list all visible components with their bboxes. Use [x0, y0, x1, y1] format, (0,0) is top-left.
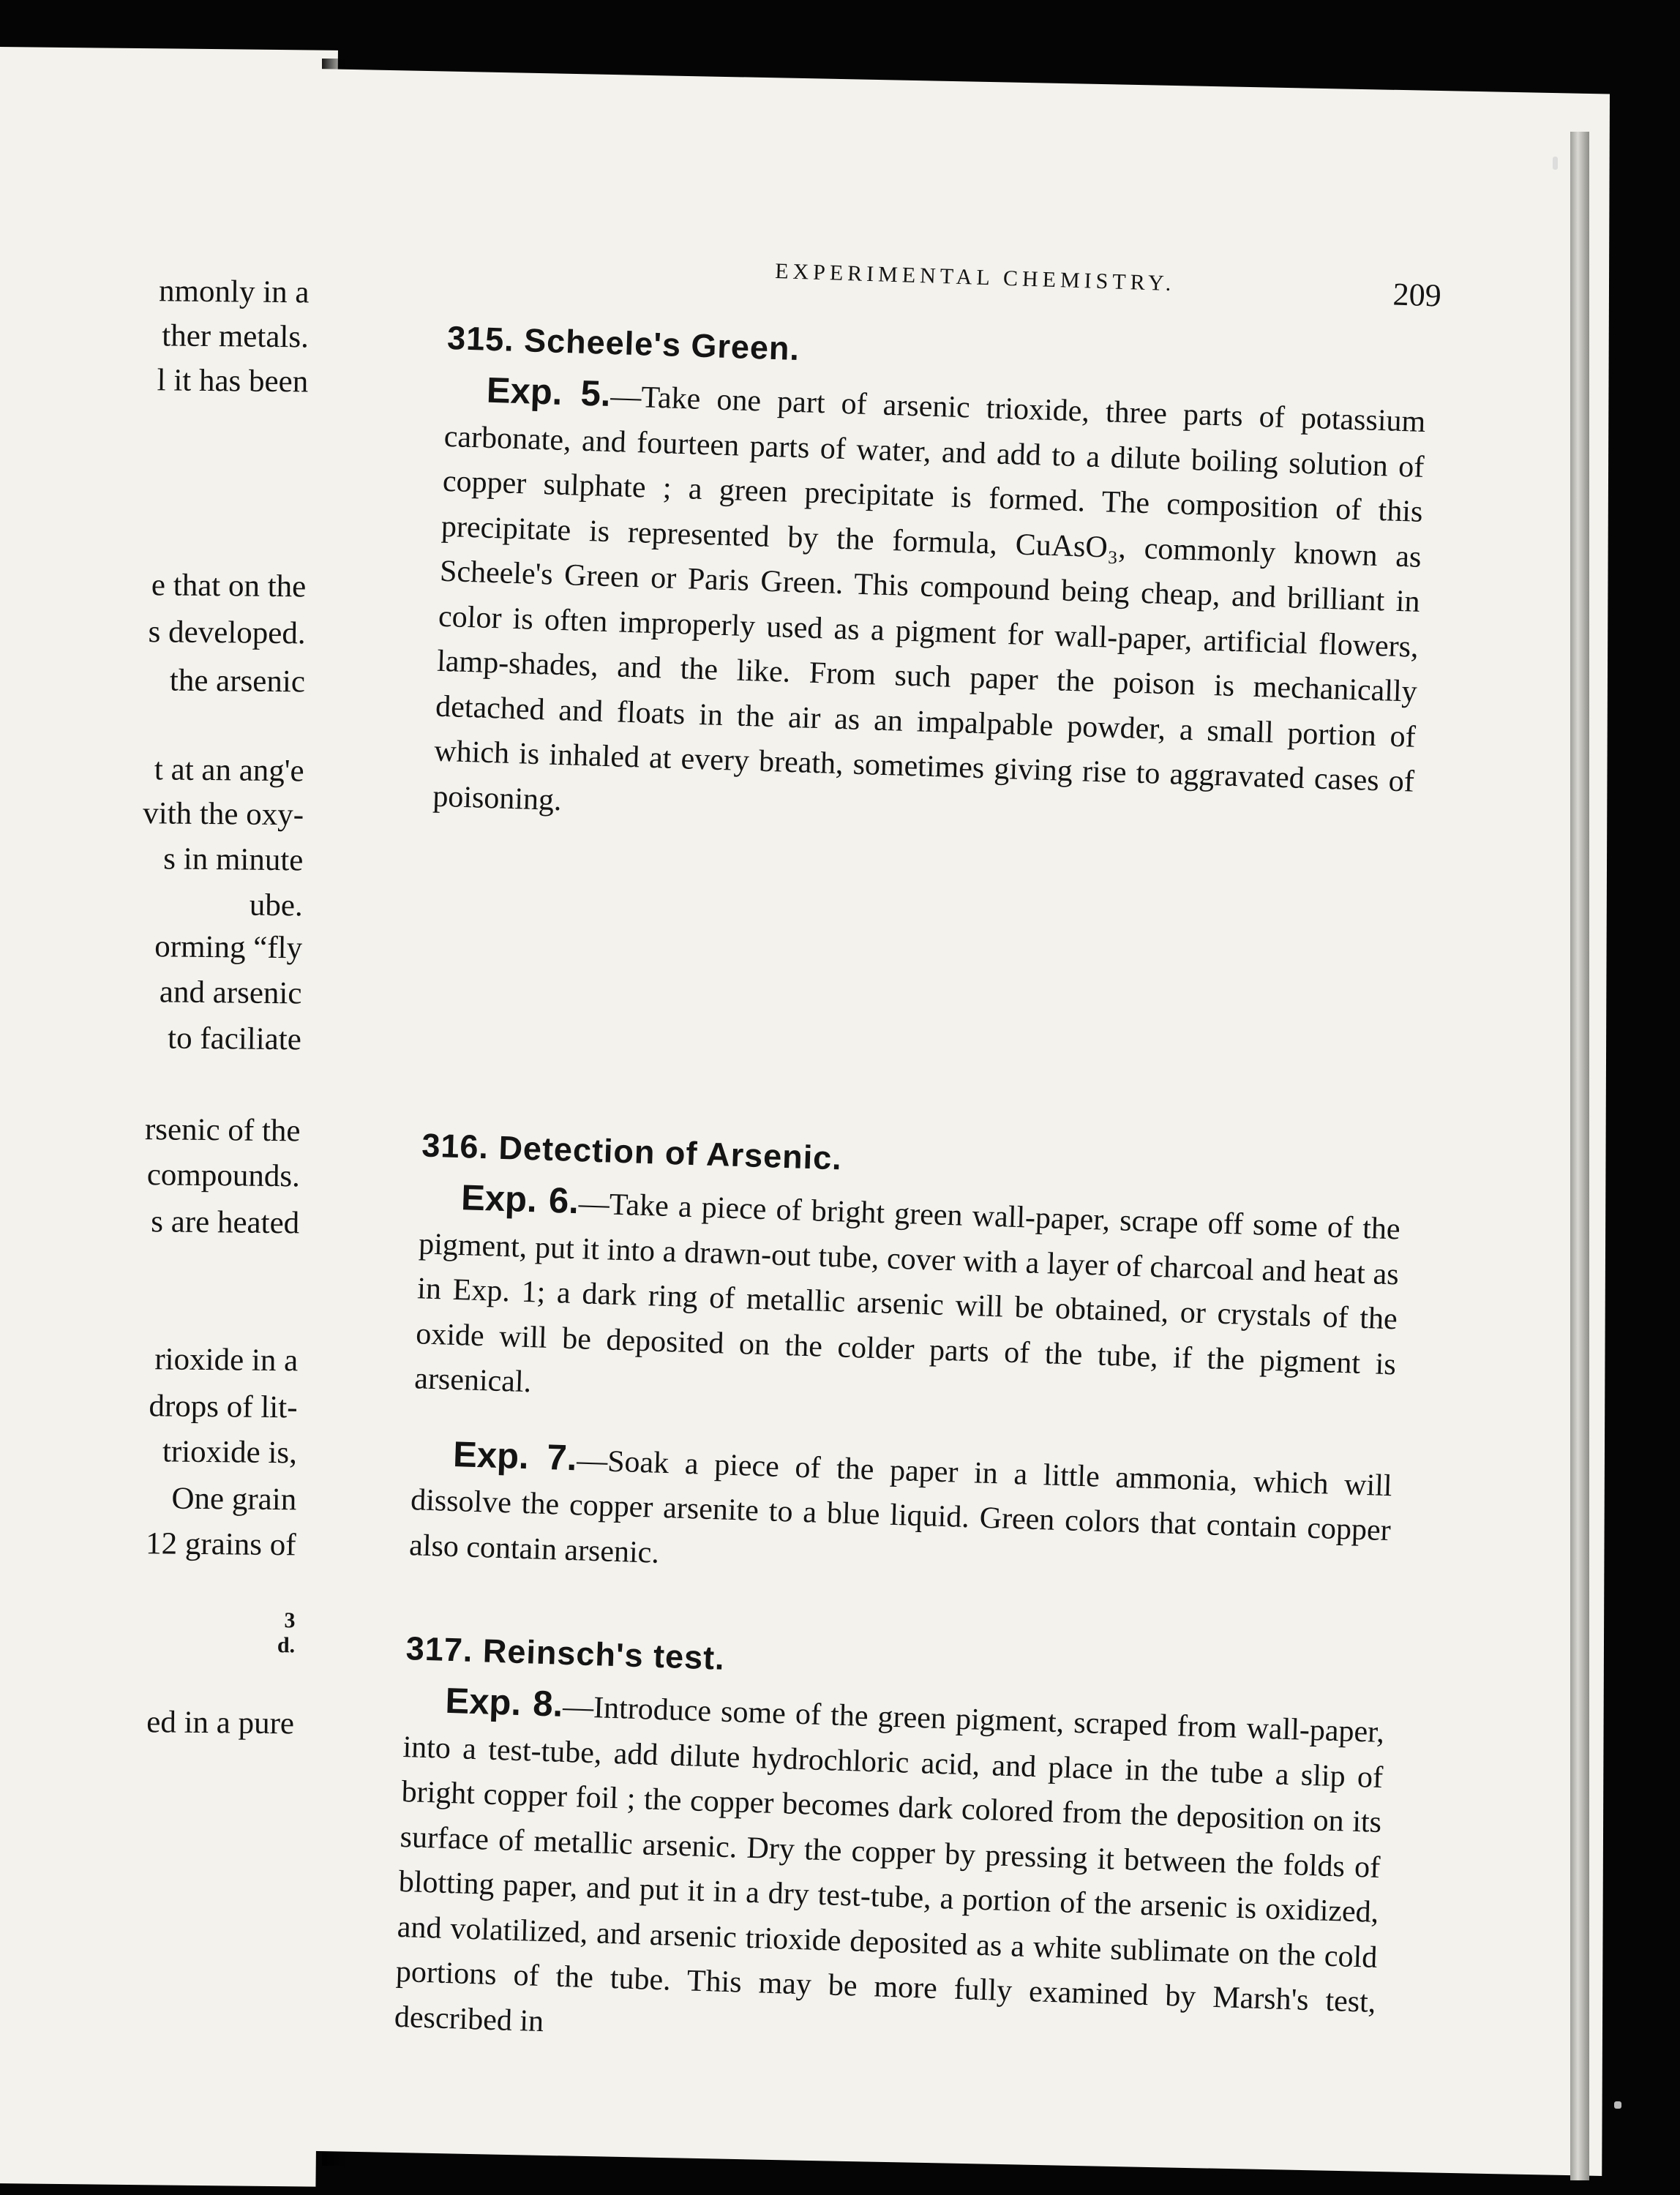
left-page-line: ube. [249, 888, 303, 923]
left-page-line: One grain [171, 1481, 297, 1517]
experiment-label: Exp. 6. [460, 1178, 580, 1222]
experiment-text: —Soak a piece of the paper in a little ammonia, which will dissolve the copper arsenite to a blue liquid. Green colors that contain copper also contain arsenic. [408, 1443, 1393, 1570]
left-page-line: s are heated [151, 1204, 300, 1241]
section-315 [432, 319, 1428, 850]
left-page-line: s in minute [163, 841, 304, 878]
experiment-label: Exp. 5. [486, 370, 612, 414]
section-title: Reinsch's test. [482, 1632, 726, 1677]
experiment-label: Exp. 8. [444, 1681, 564, 1725]
left-page-line: and arsenic [159, 975, 302, 1011]
section-317 [394, 1629, 1387, 2071]
facing-page-left [0, 47, 338, 2187]
left-page-line: trioxide is, [162, 1434, 298, 1471]
left-page-line: nmonly in a [158, 274, 310, 310]
page-number: 209 [1392, 276, 1442, 314]
section-number: 316. [421, 1126, 490, 1166]
left-page-line: rioxide in a [154, 1342, 299, 1378]
experiment-text: —Take a piece of bright green wall-paper, scrape off some of the pigment, put it into a drawn-out tube, cover with a layer of charcoal and heat as in Exp. 1; a dark ring of metallic arsenic will be obtained, or crystals of the oxide will be deposited on the colder parts of the tube, if the pigment is arsenical. [413, 1187, 1401, 1400]
experiment-label: Exp. 7. [452, 1434, 578, 1478]
dust-speck [1553, 157, 1558, 170]
left-page-line: 3 [284, 1608, 296, 1633]
dust-speck [1614, 2101, 1621, 2109]
left-page-line: l it has been [157, 363, 309, 399]
left-page-line: drops of lit- [149, 1389, 298, 1425]
left-page-line: t at an ang'e [154, 752, 304, 789]
left-page-line: compounds. [146, 1157, 301, 1194]
experiment-paragraph [394, 1678, 1385, 2071]
section-number: 315. [446, 318, 515, 359]
page-edge [1570, 132, 1589, 2180]
experiment-text: —Introduce some of the green pigment, scraped from wall-paper, into a test-tube, add dilute hydrochloric acid, and place in the tube a slip of bright copper foil ; the copper becomes dark colored from the deposition on its surface of metallic arsenic. Dry the copper by pressing it between the folds of blotting paper, and put it in a dry test-tube, a portion of the arsenic is oxidized, and volatilized, and arsenic trioxide deposited as a white sublimate on the cold portions of the tube. This may be more fully examined by Marsh's test, described in [394, 1689, 1385, 2038]
left-page-line: s developed. [148, 615, 306, 651]
experiment-paragraph [413, 1174, 1400, 1432]
left-page-line: d. [277, 1633, 296, 1658]
left-page-line: ther metals. [162, 318, 310, 355]
running-head: EXPERIMENTAL CHEMISTRY. [774, 258, 1176, 296]
left-page-line: orming “fly [154, 929, 303, 966]
left-page-line: 12 grains of [145, 1526, 296, 1563]
section-number: 317. [405, 1629, 474, 1669]
section-title: Scheele's Green. [523, 321, 800, 368]
section-316 [408, 1126, 1402, 1599]
left-page-line: rsenic of the [144, 1112, 301, 1149]
section-title: Detection of Arsenic. [498, 1128, 843, 1177]
left-page-line: the arsenic [169, 663, 306, 699]
experiment-text: —Take one part of arsenic trioxide, three parts of potassium carbonate, and fourteen parts of water, and add to a dilute boiling solution of copper sulphate ; a green precipitate is formed. The composition of this precipitate is represented by the formula, CuAsO₃, commonly known as Scheele's Green or Paris Green. This compound being cheap, and brilliant in color is often improperly used as a pigment for wall-paper, artificial flowers, lamp-shades, and the like. From such paper the poison is mechanically detached and floats in the air as an impalpable powder, a small portion of which is inhaled at every breath, sometimes giving rise to aggravated cases of poisoning. [432, 380, 1426, 817]
left-page-line: to faciliate [167, 1021, 302, 1057]
left-page-line: e that on the [151, 568, 307, 604]
left-page-line: vith the oxy- [143, 796, 304, 833]
left-page-line: ed in a pure [146, 1705, 295, 1741]
experiment-paragraph [432, 367, 1426, 850]
